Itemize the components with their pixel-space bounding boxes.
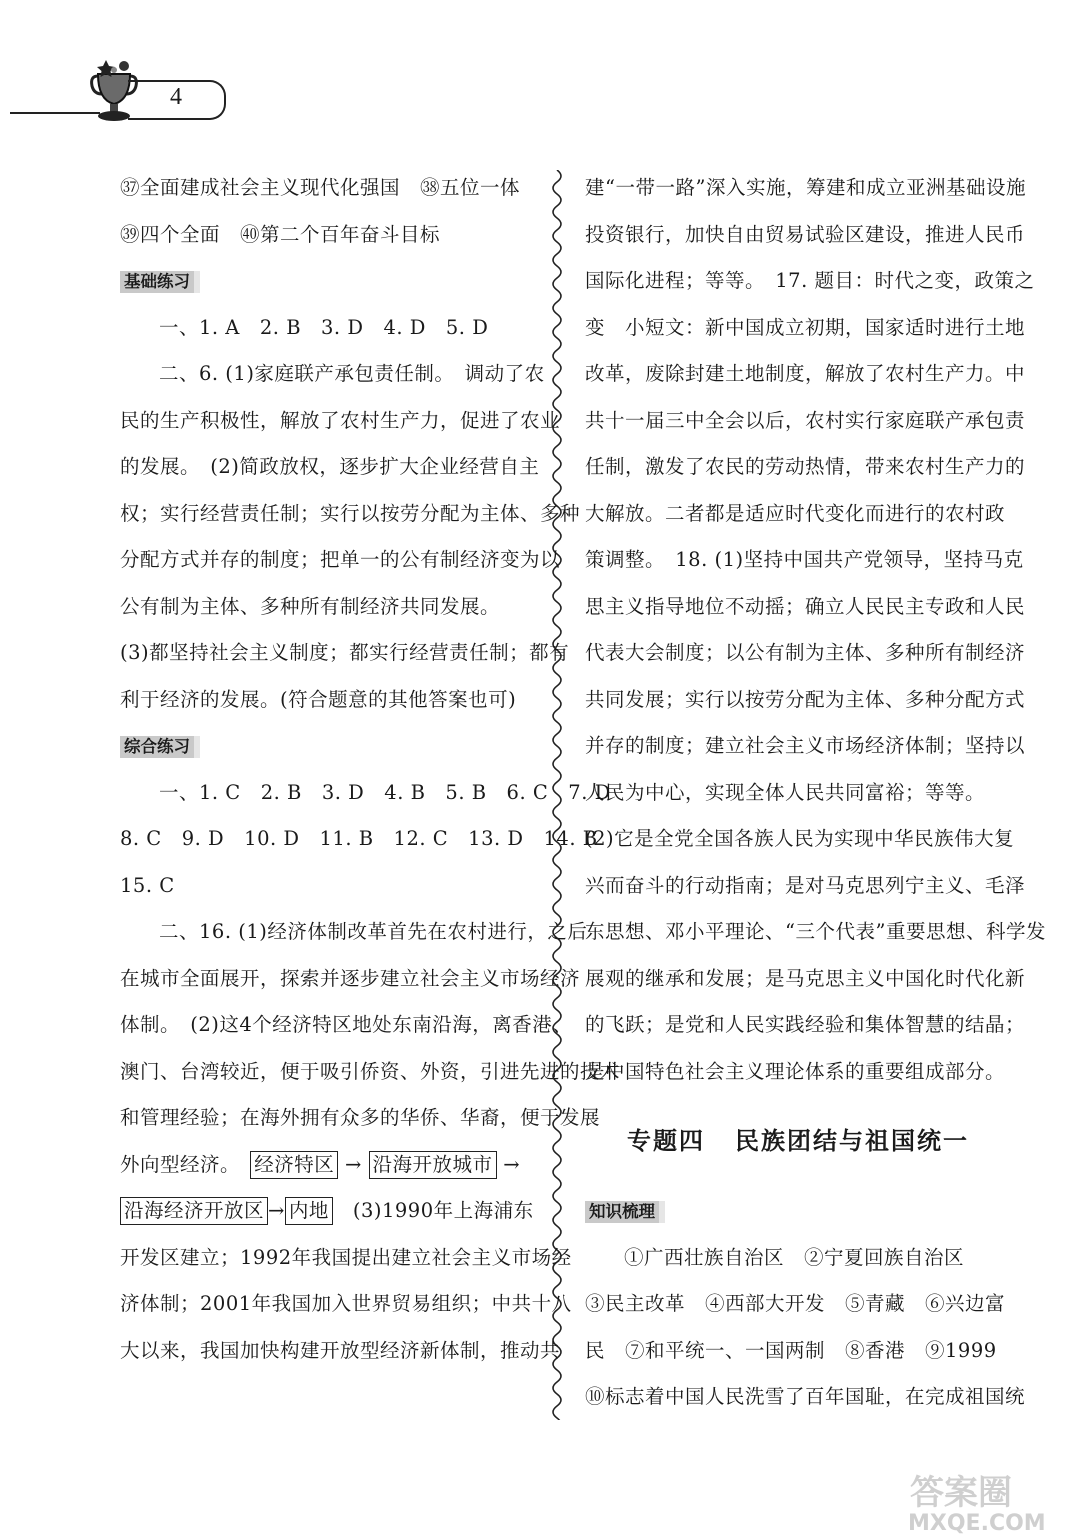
topic-number: 专题四 <box>627 1127 705 1155</box>
text-line: ㊲全面建成社会主义现代化强国 ㊳五位一体 <box>120 176 521 199</box>
section-tag: 知识梳理 <box>585 1201 665 1223</box>
flow-box-coastal-zones: 沿海经济开放区 <box>120 1197 268 1225</box>
right-column-after-title <box>585 1188 1026 1421</box>
text-line: 澳门、台湾较近，便于吸引侨资、外资，引进先进的技术 <box>120 1059 621 1083</box>
text-line: 的发展。 (2)简政放权，逐步扩大企业经营自主 <box>120 455 540 478</box>
text-line: 二、16. (1)经济体制改革首先在农村进行，之后 <box>159 920 588 943</box>
text-line: (3)都坚持社会主义制度；都实行经营责任制；都有 <box>120 641 570 664</box>
watermark-url: MXQE.COM <box>908 1511 1046 1534</box>
text-line: 改革，废除封建土地制度，解放了农村生产力。中 <box>585 362 1026 385</box>
text-line: 在城市全面展开，探索并逐步建立社会主义市场经济 <box>120 966 581 990</box>
text-line: 民的生产积极性，解放了农村生产力，促进了农业 <box>120 408 561 432</box>
watermark-text: 答案圈 <box>910 1473 1012 1513</box>
left-column <box>120 165 621 1374</box>
topic-name: 民族团结与祖国统一 <box>735 1127 969 1155</box>
text-line: 公有制为主体、多种所有制经济共同发展。 <box>120 594 501 618</box>
flow-box-sez: 经济特区 <box>250 1151 338 1179</box>
text-line: 思主义指导地位不动摇；确立人民民主专政和人民 <box>585 594 1026 618</box>
left-column-lines <box>120 165 621 1142</box>
text-line: 体制。 (2)这4个经济特区地处东南沿海，离香港、 <box>120 1013 573 1036</box>
text-line: 分配方式并存的制度；把单一的公有制经济变为以 <box>120 548 561 571</box>
text-line: 开发区建立；1992年我国提出建立社会主义市场经 <box>120 1245 572 1269</box>
section-tag: 综合练习 <box>120 736 200 758</box>
flow-line-2 <box>120 1188 540 1235</box>
text-line: 15. C <box>120 873 175 897</box>
text-line: (2)它是全党全国各族人民为实现中华民族伟大复 <box>585 827 1015 850</box>
text-line: 并存的制度；建立社会主义市场经济体制；坚持以 <box>585 734 1026 757</box>
flow-suffix: (3)1990年上海浦东 <box>332 1199 534 1222</box>
text-line: 和管理经验；在海外拥有众多的华侨、华裔，便于发展 <box>120 1106 601 1129</box>
text-line: ③民主改革 ④西部大开发 ⑤青藏 ⑥兴边富 <box>585 1292 1006 1315</box>
text-line: 权；实行经营责任制；实行以按劳分配为主体、多种 <box>120 501 581 525</box>
text-line: 民 ⑦和平统一、一国两制 ⑧香港 ⑨1999 <box>585 1338 997 1362</box>
text-line: 一、1. C 2. B 3. D 4. B 5. B 6. C 7. D <box>159 780 611 804</box>
text-line: 共十一届三中全会以后，农村实行家庭联产承包责 <box>585 408 1026 432</box>
section-tag-row <box>120 723 540 770</box>
text-line: 济体制；2001年我国加入世界贸易组织；中共十八 <box>120 1292 572 1315</box>
watermark-logo <box>900 1470 1070 1534</box>
text-line: 兴而奋斗的行动指南；是对马克思列宁主义、毛泽 <box>585 873 1026 897</box>
text-line: 展观的继承和发展；是马克思主义中国化时代化新 <box>585 966 1026 990</box>
flow-box-coastal-cities: 沿海开放城市 <box>369 1151 497 1179</box>
text-line: 代表大会制度；以公有制为主体、多种所有制经济 <box>585 641 1026 664</box>
text-line: 8. C 9. D 10. D 11. B 12. C 13. D 14. B <box>120 827 598 850</box>
text-line: ㊴四个全面 ㊵第二个百年奋斗目标 <box>120 222 441 246</box>
text-line: 人民为中心，实现全体人民共同富裕；等等。 <box>585 780 986 804</box>
text-line: 投资银行，加快自由贸易试验区建设，推进人民币 <box>585 222 1026 246</box>
flow-arrow: → <box>503 1152 521 1176</box>
text-line: 任制，激发了农民的劳动热情，带来农村生产力的 <box>585 455 1026 478</box>
left-column-tail <box>120 1235 572 1375</box>
text-line: 利于经济的发展。(符合题意的其他答案也可) <box>120 687 517 711</box>
text-line: 共同发展；实行以按劳分配为主体、多种分配方式 <box>585 687 1026 711</box>
text-line: 大解放。二者都是适应时代变化而进行的农村政 <box>585 501 1006 525</box>
text-line: 建“一带一路”深入实施，筹建和成立亚洲基础设施 <box>585 176 1026 199</box>
flow-box-inland: 内地 <box>285 1197 333 1225</box>
right-column-lines <box>585 165 1046 1095</box>
text-line: 的飞跃；是党和人民实践经验和集体智慧的结晶； <box>585 1013 1026 1036</box>
text-line: 策调整。 18. (1)坚持中国共产党领导，坚持马克 <box>585 548 1024 571</box>
section-tag-row <box>120 258 540 305</box>
text-line: 一、1. A 2. B 3. D 4. D 5. D <box>159 315 489 339</box>
text-line: ⑩标志着中国人民洗雪了百年国耻，在完成祖国统 <box>585 1385 1026 1408</box>
page-number: 4 <box>170 84 182 110</box>
section-tag-row <box>585 1188 1000 1235</box>
text-line: 东思想、邓小平理论、“三个代表”重要思想、科学发 <box>585 920 1046 943</box>
text-line: 变 小短文：新中国成立初期，国家适时进行土地 <box>585 315 1026 339</box>
text-line: 大以来，我国加快构建开放型经济新体制，推动共 <box>120 1338 561 1362</box>
flow-arrow: → <box>268 1199 285 1222</box>
topic-title <box>585 1095 1000 1188</box>
text-line: 国际化进程；等等。 17. 题目：时代之变，政策之 <box>585 269 1035 292</box>
text-line: ①广西壮族自治区 ②宁夏回族自治区 <box>624 1245 965 1269</box>
text-line: 二、6. (1)家庭联产承包责任制。 调动了农 <box>159 362 545 385</box>
flow-prefix: 外向型经济。 <box>120 1152 251 1176</box>
flow-arrow: → <box>344 1152 362 1176</box>
right-column <box>585 165 1046 1421</box>
section-tag: 基础练习 <box>120 271 200 293</box>
flow-line-1 <box>120 1142 540 1189</box>
text-line: 是中国特色社会主义理论体系的重要组成部分。 <box>585 1059 1006 1083</box>
